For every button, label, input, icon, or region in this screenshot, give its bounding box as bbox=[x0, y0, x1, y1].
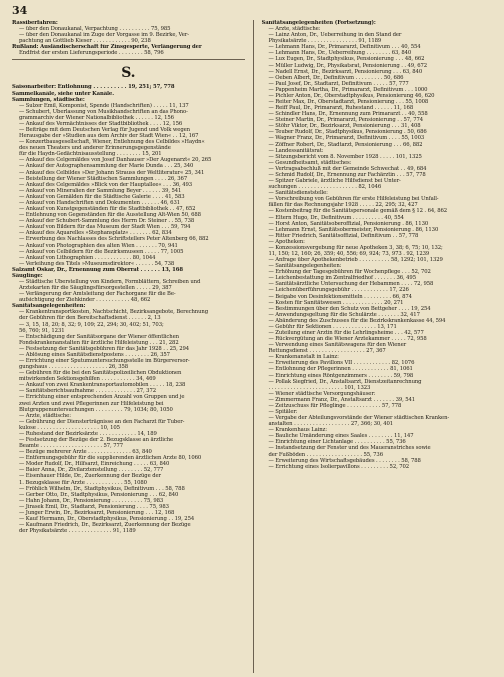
index-entry: — Bauliche Umänderung eines Saales . . . . . . . . 11, 147 bbox=[268, 433, 414, 440]
index-entry: Fondskrankenanstalten für ärztliche Hilfeleistung . . . 21, 282 bbox=[19, 339, 179, 346]
index-entry: — Eltern Hugo, Dr., Definitivum . . . . . . . . . . 40, 554 bbox=[268, 214, 404, 221]
index-entry: — Ruhestand der Bezirksärzte . . . . . . . . . . . . 14, 189 bbox=[19, 430, 157, 437]
index-entry: — Stöhr Viktor, Dr., Bezirksarzt, Pensionierung . . . 31, 408 bbox=[268, 123, 421, 130]
index-entry: — Anfrage über Apothekenbetrieb . . . . . . . . . . 58, 1292; 101, 1329 bbox=[268, 257, 443, 264]
index-entry: — Verlängerung der Amtsleitung der Fachorgane für die Be- bbox=[19, 291, 176, 298]
index-entry: — Instandsetzung der Fenster und des Maueranstriches sowie bbox=[268, 445, 431, 452]
index-entry: — Teuber Rudolf, Dr., Stadtphysikus, Pensionierung . 50, 686 bbox=[268, 129, 427, 136]
index-entry: — Ankauf des Celgemäldes »Blick von der Hauptallee« . . . 36, 493 bbox=[19, 181, 193, 188]
index-entry: — Paul Josef, Dr., Stadtarzt, Definitivum . . . . . 57, 777 bbox=[268, 80, 409, 87]
index-entry: gungshaus . . . . . . . . . . . . . . . . . . . 26, 358 bbox=[19, 364, 129, 371]
index-entry: — Hahn Johann, Dr., Pensionierung . . . . . . . . . . 75, 983 bbox=[19, 497, 164, 504]
index-entry: Rettungsdienst . . . . . . . . . . . . . . . . . . 27, 367 bbox=[268, 348, 386, 355]
index-entry: — Junger Erwin, Dr., Bezirksarzt, Pensionierung . . . 12, 168 bbox=[19, 509, 175, 516]
index-entry: — Beigabe von Desinfektionsmitteln . . . . . . . . . 66, 874 bbox=[268, 293, 412, 300]
index-entry: — Fröhlich Wilhelm, Dr., Stadtphysikus, Definitivum . . . 58, 788 bbox=[19, 485, 185, 492]
index-entry: — Konzertbausgesellschaft, Wiener, Entlehnung des Celbildes »Haydn« bbox=[19, 139, 205, 146]
index-entry: — Bestimmungen über den Schutz von Bettgeher . . . . 19, 254 bbox=[268, 305, 431, 312]
index-entry: des neuen Theaters und anderer Erinnerungsgegenstände bbox=[19, 145, 171, 152]
index-entry: — Ankauf von Celbildern für die Bezirksmuseen . . . . . 77, 1005 bbox=[19, 248, 184, 255]
index-entry: grammarchiv der Wiener Nationalbibliothek . . . . . . 12, 156 bbox=[19, 114, 174, 121]
index-entry: — Pichler Anton, Dr., Oberstadtphysikus, Pensionierung 46, 620 bbox=[268, 92, 435, 99]
index-entry: — Sanitätsärztliche Untersuchung der Hebammen . . . . 72, 958 bbox=[268, 281, 434, 288]
index-entry: — Zimmermann Franz, Dr., Anstaltsarzt . . . . . . . 39, 541 bbox=[268, 396, 416, 403]
index-entry: — Sanitätsdienststelle: bbox=[268, 190, 328, 197]
right-column bbox=[262, 20, 495, 673]
index-entry: — Lehmann Hans, Dr., Ueberreihung . . . . . . . . 63, 840 bbox=[268, 50, 412, 57]
index-entry: — Zöffner Robert, Dr., Stadtarzt, Pensionierung . . . 66, 882 bbox=[268, 141, 423, 148]
index-entry: — Ankauf von Bildern für das Museum der Stadt Wien . . . 59, 794 bbox=[19, 224, 191, 231]
index-entry: — Vergabe der Abteilungsvorstände der Wiener städtischen Kranken- bbox=[268, 415, 450, 422]
index-entry: — Wiener städtische Versorgungshäuser: bbox=[268, 390, 376, 397]
index-entry: 56, 760; 91, 1231 bbox=[19, 327, 65, 334]
index-entry: — Ankauf der Schubert-Sammlung des Herrn Dr. Steiner . . 55, 738 bbox=[19, 218, 195, 225]
index-entry: — Ankauf des Vermächtnisses der Stadtbibliothek . . . . 12, 156 bbox=[19, 120, 183, 127]
index-entry: — Reiter Max, Dr., Oberstadtarzt, Pensionierung . . . 55, 1008 bbox=[268, 99, 429, 106]
index-entry: — Bezüge mehrerer Ärzte . . . . . . . . . . . . . . 63, 840 bbox=[19, 449, 152, 456]
index-entry: — Nadell Ernst, Dr., Bezirksarzt, Pensionierung . . . 63, 840 bbox=[268, 68, 423, 75]
index-entry: Blutgruppenuntersuchungen . . . . . . . . . 79, 1034; 80, 1050 bbox=[19, 406, 173, 413]
index-entry: — Kauf Hermann, Dr., Oberstadtphysikus, Pensionierung . . 19, 254 bbox=[19, 516, 195, 523]
index-entry: — Errichtung eines Isolierpavillons . . . . . . . . . 52, 702 bbox=[268, 463, 410, 470]
index-entry: — Ärzte, städtische: bbox=[19, 412, 71, 419]
index-entry: — Vertragsabschluß mit der Gemeinde Schwechat . . 49, 684 bbox=[268, 165, 427, 172]
index-entry: — Ankauf von Photographien des alten Wien . . . . . . . 70, 941 bbox=[19, 242, 178, 249]
index-entry: zwei Ärzten und zwei Pflegerinnen zur Hilfeleistung bei bbox=[19, 400, 164, 407]
index-entry: Herausgabe der »Studien aus dem Archiv der Stadt Wien« . . 12, 167 bbox=[19, 133, 199, 140]
index-entry: der Gebühren für den Bereitschaftsdienst . . . . . . 2, 13 bbox=[19, 315, 161, 322]
index-heading: Sammelkanäle, siehe unter Kanäle. bbox=[12, 90, 114, 97]
index-entry: — Sanitätsberichtsaufnahme . . . . . . . . . . . . . 27, 372 bbox=[19, 388, 156, 395]
index-entry: — Ankauf von zwei Krankentransportautomobilen . . . . . 18, 238 bbox=[19, 382, 186, 389]
index-entry: — Gebührung der Diensterträgnisse an den Facharzt für Tuber- bbox=[19, 418, 185, 425]
index-entry: — Zuteilung einer Ärztin für die Lehrlingsheime . . . 42, 577 bbox=[268, 329, 424, 336]
index-entry: — Sulzer Emil, Komponist, Spende (Handschriften) . . . . . 11, 137 bbox=[19, 102, 189, 109]
index-entry: — Wagner Franz, Dr., Primararzt, Definitivum . . . . 55, 1003 bbox=[268, 135, 425, 142]
index-entry: für die Haydn-Gedächtnisausstellung . . . . . . . . 15, 201 bbox=[19, 151, 162, 158]
index-entry: — Krankentransportkosten, Nachtschicht, Bezirksangebote, Berechnung bbox=[19, 309, 208, 316]
index-entry: — Schmid Rudolf, Dr., Ernennung zur Fachärztin . . . 57, 778 bbox=[268, 171, 426, 178]
index-entry: — Ritter Friedrich, Sanitätsoffizial, Definitivum . . 57, 778 bbox=[268, 232, 419, 239]
index-entry: mitwirkenden Sektionsgehilfen . . . . . . . . . . . 34, 469 bbox=[19, 376, 156, 383]
index-entry: — Ankauf des Aquarelles »Stephansplatz« . . . . . . . 62, 834 bbox=[19, 230, 172, 237]
index-heading: Sanitätsangelegenheiten (Fortsetzung): bbox=[261, 20, 376, 26]
index-entry: — Moder Rudolf, Dr., Hilfsarzt, Einreichung . . . . . 63, 840 bbox=[19, 461, 170, 468]
index-entry: — Errichtung einer entsprechenden Anzahl von Gruppen und je bbox=[19, 394, 185, 401]
index-columns bbox=[12, 20, 494, 673]
index-entry: kulose . . . . . . . . . . . . . . . . . . . . 10, 105 bbox=[19, 424, 120, 431]
index-entry: — Gebühren für die bei den Sanitätspolizeilichen Obduktionen bbox=[19, 370, 182, 377]
page-number: 34 bbox=[12, 4, 28, 17]
index-entry: — Einrichtung einer Lichtanlage . . . . . . . . . . 55, 736 bbox=[268, 439, 406, 446]
index-entry: — Entfernungsgebühr für die supplierenden ärztlichen Ärzte 80, 1060 bbox=[19, 455, 202, 462]
index-entry: — Pollak Siegfried, Dr., Anstaltsarzt, Dienstzeitanrechnung bbox=[268, 378, 422, 385]
index-entry: — Festsetzung der Bezüge der 2. Bezugsklasse an ärztliche bbox=[19, 437, 174, 443]
index-entry: — Entschädigung der Sanitätsorgane der Wiener öffentlichen bbox=[19, 333, 179, 340]
index-entry: anstalten . . . . . . . . . . . . . . . . . . 27, 366; 30, 401 bbox=[268, 421, 394, 428]
index-entry: — Sanitätsangelegenheiten: bbox=[268, 263, 342, 270]
index-entry: — Pappenheim Martha, Dr., Primararzt, Definitivum . . . 1000 bbox=[268, 86, 428, 93]
index-entry: — Reiff Paul, Dr., Primararzt, Ruhestand . . . . . . 11, 168 bbox=[268, 105, 414, 112]
index-entry: — Leichenbestattung im Zentralfriedhof . . . . . . . 36, 495 bbox=[268, 275, 416, 282]
index-entry: — Erweiterung des Pavillons VII . . . . . . . . . . . . 82, 1076 bbox=[268, 360, 415, 367]
index-entry: — Entlehnung von Gegenständen für die Ausstellung Alt-Wien 50, 688 bbox=[19, 212, 201, 219]
index-entry: — Errichtung einer Sputumuntersuchungsstelle im Bürgerversor- bbox=[19, 357, 190, 364]
index-entry: — Spitäler: bbox=[268, 409, 298, 415]
index-entry: — Ankauf des Celbildes »Der Johann Strauss der Weltliteratur« 25, 341 bbox=[19, 169, 205, 176]
index-entry: — Ankauf von Mineralien der Sammlung Beyer . . . . . . 39, 541 bbox=[19, 187, 182, 194]
index-entry: — Erweiterung des Wirtschaftsgebäudes . . . . . . . . 58, 788 bbox=[268, 457, 421, 464]
index-entry: — Lehmann Ernst, Sanitätsobermeister, Pensionierung . 86, 1130 bbox=[268, 226, 439, 233]
index-entry: — Apotheken: bbox=[268, 238, 305, 245]
index-entry: — Ankauf von Kunstgegenständen für die Stadtbibliothek . . 47, 652 bbox=[19, 206, 196, 213]
index-entry: — Erwerbung des Nachlasses des Schriftstellers Peter Altenberg 66, 882 bbox=[19, 236, 209, 243]
index-entry: — Steiner Martin, Dr., Primararzt, Pensionierung . . 57, 774 bbox=[268, 117, 424, 124]
index-heading: Sanitätsangelegenheiten: bbox=[12, 303, 86, 310]
section-letter: S. bbox=[121, 65, 136, 82]
index-entry: — Entlohnung der Pflegerinnen . . . . . . . . . . . . 81, 1061 bbox=[268, 366, 413, 373]
index-entry: — Landessanitätsrat: bbox=[268, 147, 324, 154]
index-entry: — Beistellung der Wiener Städtischen Sammlungen . . . . 26, 367 bbox=[19, 175, 188, 182]
index-entry: — Ankauf der Autographensammlung der Marie Dunda . . . 25, 340 bbox=[19, 163, 194, 170]
index-entry: — Lehmann Hans, Dr., Primararzt, Definitivum . . . 40, 554 bbox=[268, 44, 421, 51]
left-column bbox=[12, 20, 245, 673]
index-entry: — Abänderung des Zuschusses für die Bezirkskrankenkasse 44, 594 bbox=[268, 317, 446, 324]
index-entry: — Müller Ludwig, Dr., Physikatsrat, Pensionierung . . 49, 672 bbox=[268, 62, 428, 69]
index-entry: — Baier Anna, Dr., Zivilarztenstellung . . . . . . . . 52, 777 bbox=[19, 467, 164, 474]
index-entry: aufsichtigung der Ziehkinder . . . . . . . . . . . 48, 662 bbox=[19, 297, 151, 304]
index-entry: — Jirasek Emil, Dr., Stadtarzt, Pensionierung . . . . 75, 983 bbox=[19, 503, 169, 510]
index-entry: — Ankauf des Celgemäldes von Josef Danhauser »Der Augenarzt« 20, 265 bbox=[19, 157, 212, 164]
index-entry: — Spitzer Gabriele, ärztliche Hilfsdienst bei Unter- bbox=[268, 178, 401, 185]
index-entry: fällen für das Rechnungsjahr 1928 . . . . . 22, 295; 32, 427 bbox=[268, 202, 418, 209]
index-entry: 1. Bezugsklasse für Ärzte . . . . . . . . . . . . 55, 1080 bbox=[19, 479, 147, 486]
index-entry: — Schindler Hans, Dr., Ernennung zum Primararzt . . 40, 558 bbox=[268, 111, 428, 118]
section-rule bbox=[12, 56, 245, 60]
index-entry: — Rückvergütung an die Wiener Ärztekammer . . . . . 72, 958 bbox=[268, 336, 427, 343]
index-heading: Säuglinge: bbox=[12, 272, 43, 279]
index-entry: — Ablösung eines Sanitätsdienstpostens . . . . . . . . 26, 357 bbox=[19, 351, 170, 358]
index-entry: — Sitzungsbericht vom 8. November 1928 . . . . . 101, 1325 bbox=[268, 153, 422, 160]
index-entry: — Verwendung eines Sanitätswagens für den Wiener bbox=[268, 342, 407, 349]
column-divider bbox=[253, 20, 254, 673]
index-entry: — Zeitzuschuss für Pfleglinge . . . . . . . . . . . 57, 778 bbox=[268, 402, 402, 409]
index-entry: — Krankenanstalt in Lainz: bbox=[268, 354, 339, 361]
index-entry: 11, 150; 12, 160; 26, 359; 40, 556; 69, 924; 73, 973 . 92, 1239 bbox=[268, 250, 430, 257]
index-entry: — Ankauf von Handschriften und Dokumenten . . . . . . 46, 631 bbox=[19, 199, 180, 206]
index-entry: — Vorschreibung von Gebühren für erste Hilfeleistung bei Unfall- bbox=[268, 196, 439, 203]
index-entry: . . . . . . . . . . . . . . . . . . . . . . . . 101, 1323 bbox=[268, 384, 371, 391]
index-entry: — Ankauf von Gemälden für die Städtische Galerie . . . . 41, 583 bbox=[19, 193, 185, 200]
index-entry: der Physikatsärzte . . . . . . . . . . . . . . 91, 1189 bbox=[19, 528, 136, 535]
index-entry: — Kostenbeitrag für die Sanitätspersonale gemäß dem § 12 . 64, 862 bbox=[268, 208, 448, 215]
index-entry: — Lainz Anton, Dr., Ueberreihung in den Stand der bbox=[268, 32, 402, 39]
index-heading: Rußland: Ausländischerschaft für Zinsgesperte, Verlängerung der bbox=[12, 44, 202, 51]
index-entry: — Kaufmann Friedrich, Dr., Bezirksarzt, Zuerkennung der Bezüge bbox=[19, 522, 191, 529]
index-heading: Salzamt Oskar, Dr., Ernennung zum Oberrat . . . . . . 13, 168 bbox=[12, 266, 183, 273]
index-entry: — Leichenüberführungsgebühr . . . . . . . . . . . . 17, 226 bbox=[268, 287, 409, 294]
index-entry: Ärztekarten für die Säuglingsfürsorgestellen . . . . . 29, 387 bbox=[19, 285, 172, 292]
index-entry: — Schubert, Überlassung von Musikhandschriften an das Phono- bbox=[19, 108, 188, 115]
index-entry: — Kosten für Sanitätswesen . . . . . . . . . . . . . 20, 271 bbox=[268, 299, 404, 306]
index-entry: — Verleihung des Titels »Museumsdirektor« . . . . . . 54, 738 bbox=[19, 260, 175, 267]
index-entry: — Erhöhung der Tagesgebühren für Wochenpflege . . . 52, 702 bbox=[268, 269, 431, 276]
index-entry: — Eisenhauer Hilde, Dr., Zuerkennung der Bezüge der bbox=[19, 473, 161, 480]
index-entry: — Horst Anton, Sanitätsoberoffizial, Pensionierung . 86, 1130 bbox=[268, 220, 429, 227]
index-entry: — Städtische Überstellung von Kindern, Formblättern, Schreiben und bbox=[19, 278, 201, 285]
index-entry: pachtung an Gottlieb Kieser . . . . . . . . . . . . 90, 238 bbox=[19, 38, 151, 45]
index-entry: Endfrist der ersten Lieferungsperiode . . . . . . . . 58, 796 bbox=[19, 50, 164, 57]
index-entry: — Beiträge mit dem Deutschen Verlag für Jugend und Volk wegen bbox=[19, 127, 190, 134]
index-entry: Physikatsärzte . . . . . . . . . . . . . . . . 91, 1189 bbox=[268, 38, 382, 45]
index-entry: — Oeben Albert, Dr., Definitivum . . . . . . . . . 50, 686 bbox=[268, 74, 404, 81]
index-entry: — Lux Eugen, Dr., Stadtphysikus, Pensionierung . . . 48, 662 bbox=[268, 56, 425, 63]
index-heading: Sammlungen, städtische: bbox=[12, 96, 85, 103]
index-entry: — Anwendungsgeltung für die Schulärzte . . . . . . . 32, 417 bbox=[268, 311, 420, 318]
index-heading: Saisonarbeiter: Entlohnung . . . . . . . . . . 19, 251; 57, 778 bbox=[12, 84, 175, 91]
index-entry: — Gesundheitsamt, städtisches: bbox=[268, 159, 352, 166]
index-entry: — Einrichtung eines Röntgenzimmers . . . . . . . . 59, 798 bbox=[268, 372, 414, 379]
index-entry: — Ankauf von Lithographien . . . . . . . . . . . . 80, 1044 bbox=[19, 254, 156, 261]
index-entry: Beamte . . . . . . . . . . . . . . . . . . . . 57, 777 bbox=[19, 443, 123, 450]
index-entry: — Konzessionsvergebung für neue Apotheken 3, 38; 6, 75; 10, 132; bbox=[268, 244, 443, 251]
index-entry: — Gerber Otto, Dr., Stadtphysikus, Pensionierung . . . 62, 840 bbox=[19, 491, 179, 498]
index-entry: — Ärzte, städtische: bbox=[268, 26, 321, 33]
index-entry: — über den Donaukanal im Zuge der Vorgasse im 9. Bezirke, Ver- bbox=[19, 32, 189, 39]
index-heading: Rassiberfahren: bbox=[12, 20, 58, 26]
index-entry: — Festsetzung der Sanitätsgebühren für das Jahr 1928 . . 25, 294 bbox=[19, 345, 190, 352]
index-entry: — Gebühr für Sektionen . . . . . . . . . . . . . . 13, 171 bbox=[268, 323, 397, 330]
index-entry: — 3, 15, 18, 20; 8, 32; 9, 109; 22, 294; 30, 402; 51, 703; bbox=[19, 321, 164, 328]
index-entry: suchungen . . . . . . . . . . . . . . . . . . . 82, 1046 bbox=[268, 184, 382, 191]
index-entry: — Krankenhaus Lainz: bbox=[268, 427, 327, 434]
index-entry: — über den Donaukanal, Verpachtung . . . . . . . . . . 75, 985 bbox=[19, 26, 171, 33]
index-entry: der Fußböden . . . . . . . . . . . . . . . . . . 55, 736 bbox=[268, 451, 383, 458]
